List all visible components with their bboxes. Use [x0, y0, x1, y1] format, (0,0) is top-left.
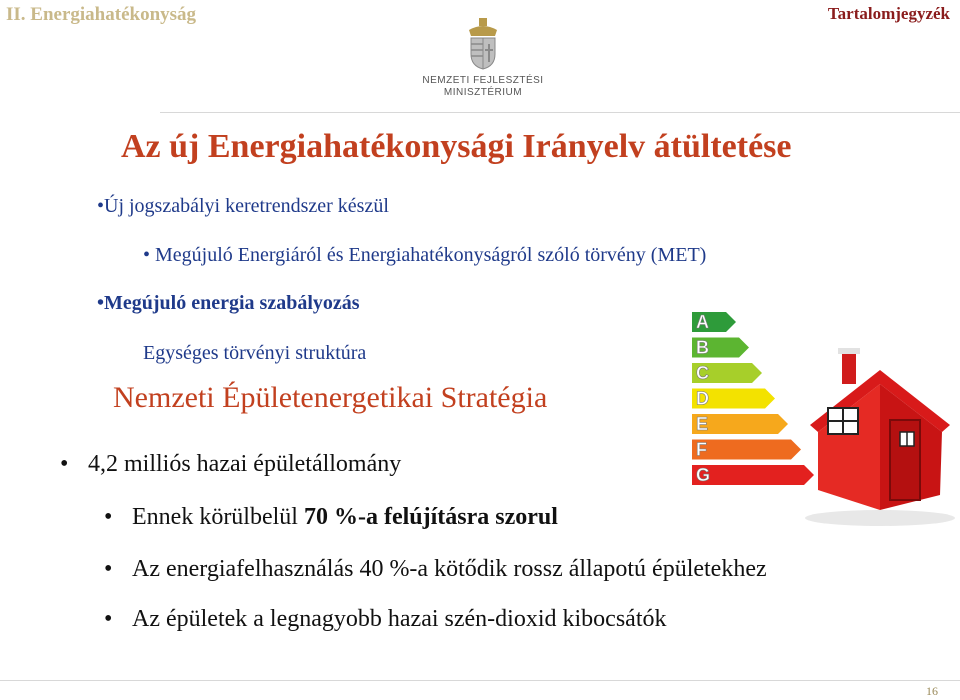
energy-class-label-c: C	[696, 363, 709, 383]
table-of-contents-link[interactable]: Tartalomjegyzék	[827, 4, 950, 23]
energy-class-bar-f	[692, 440, 801, 460]
header-divider	[160, 112, 960, 113]
bullet-dot: •	[104, 504, 113, 530]
footer-divider	[0, 680, 960, 681]
bullet-line-1: •Új jogszabályi keretrendszer készül	[97, 195, 389, 217]
section-title: II. Energiahatékonyság	[6, 4, 197, 25]
bullet-line-co2	[104, 606, 666, 633]
bullet-line-renovation	[104, 504, 558, 531]
bullet-dot: •	[104, 606, 113, 632]
bullet-dot: •	[60, 451, 69, 477]
logo-text-line1: NEMZETI FEJLESZTÉSI	[422, 75, 544, 86]
energy-class-label-e: E	[696, 414, 709, 434]
page-number: 16	[926, 684, 938, 698]
bullet-line-energy-use	[104, 556, 767, 583]
coat-of-arms-icon	[463, 18, 503, 70]
slide-title: Az új Energiahatékonysági Irányelv átültetése	[121, 128, 792, 165]
energy-class-label-g: G	[696, 465, 711, 485]
bullet-text-bold: 70 %-a felújításra szorul	[303, 504, 558, 530]
bullet-line-2: • Megújuló Energiáról és Energiahatékonyságról szóló törvény (MET)	[143, 244, 707, 266]
bullet-dot: •	[104, 556, 113, 582]
subline-unified-structure: Egységes törvényi struktúra	[143, 342, 367, 364]
bullet-line-3: •Megújuló energia szabályozás	[97, 292, 360, 314]
ministry-logo	[413, 18, 553, 100]
bullet-text: 4,2 milliós hazai épületállomány	[88, 451, 402, 477]
bullet-line-buildings	[60, 451, 401, 478]
energy-class-label-f: F	[696, 439, 707, 460]
logo-text-line2: MINISZTÉRIUM	[443, 87, 523, 98]
bullet-text: Az épületek a legnagyobb hazai szén-dioxid kibocsátók	[132, 606, 667, 632]
energy-class-label-b: B	[696, 337, 709, 358]
energy-class-label-d: D	[696, 388, 709, 409]
red-house-image	[800, 340, 960, 530]
energy-class-label-a: A	[696, 312, 709, 332]
bullet-text: Ennek körülbelül	[132, 504, 304, 530]
energy-class-bar-g	[692, 465, 814, 485]
subline-national-strategy: Nemzeti Épületenergetikai Stratégia	[113, 381, 548, 414]
bullet-text: Az energiafelhasználás 40 %-a kötődik rossz állapotú épületekhez	[132, 556, 767, 582]
